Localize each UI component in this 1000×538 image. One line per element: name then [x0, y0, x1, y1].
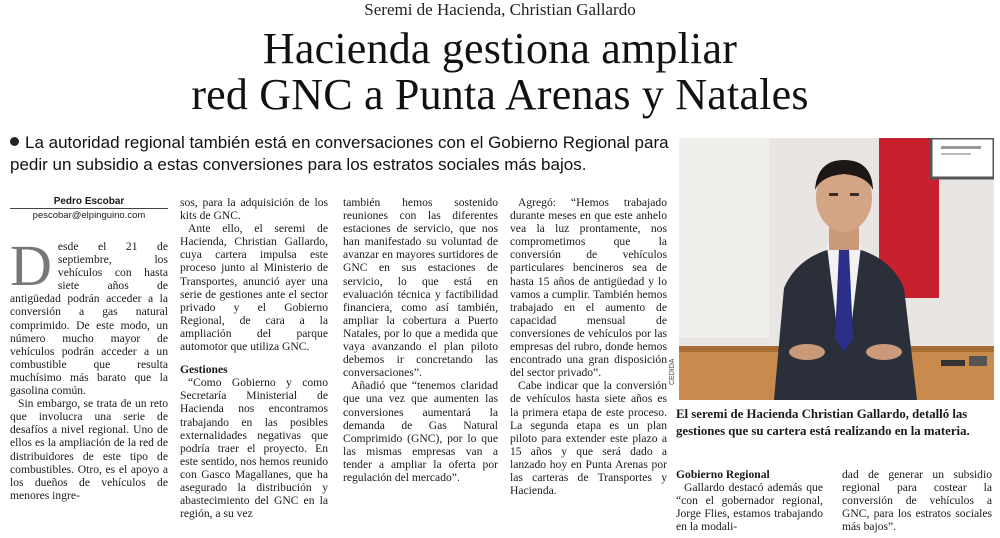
- headline-line-2: red GNC a Punta Arenas y Natales: [191, 70, 809, 119]
- paragraph: Cabe indicar que la conversión de vehículos hasta siete años es la primera etapa de este proceso. La segunda etapa es un plan piloto para extender este plazo a 15 años y que será dado a lanzado hoy en Punta Arenas por las carteras de Transportes y Hacienda.: [510, 379, 667, 498]
- body-column-4: [510, 196, 667, 497]
- paragraph: Agregó: “Hemos trabajado durante meses en que este anhelo vea la luz prontamente, nos comprometimos que la conversión de vehículos particulares bencineros sea de hasta 15 años de antigüedad y lo vamos a cumplir. También hemos trabajado en el aumento de capacidad mensual de conversiones de vehículos por las empresas del rubro, donde hemos encontrado una gran disposición del sector privado”.: [510, 196, 667, 380]
- paragraph: Añadió que “tenemos claridad que una vez que aumenten las conversiones aumentará la demanda de Gas Natural Comprimido (GNC), por lo que las mismas empresas van a tender a ampliar la oferta por regulación del mercado”.: [343, 379, 498, 484]
- wall-frame: [931, 138, 994, 178]
- desk-item: [969, 356, 987, 366]
- drop-cap: D: [10, 233, 52, 298]
- body-column-6: [842, 468, 992, 533]
- body-column-5: [676, 468, 823, 533]
- body-column-2: [180, 196, 328, 520]
- headline: [0, 26, 1000, 118]
- desk-item: [941, 360, 965, 366]
- photo-illustration: [679, 138, 994, 400]
- headline-line-1: Hacienda gestiona ampliar: [262, 24, 738, 73]
- paragraph: Desde el 21 de septiembre, los vehículos con hasta siete años de antigüedad podrán acceder a la conversión a gas natural comprimido. De este modo, un número mucho mayor de vehículos podrán acceder a un combustible que resulta muchísimo más barato que la gasolina común.: [10, 233, 168, 398]
- lead-text: La autoridad regional también está en conversaciones con el Gobierno Regional para pedir un subsidio a estas conversiones para los estratos sociales más bajos.: [10, 133, 669, 174]
- subheading: Gestiones: [180, 363, 228, 377]
- paragraph: Sin embargo, se trata de un reto que involucra una serie de desafíos a nivel regional. Uno de ellos es la ampliación de la red de distribuidores de este tipo de combustibles. Otro, es el apoyo a los dueños de vehículos de menores ingre-: [10, 397, 168, 502]
- body-column-1: [10, 233, 168, 502]
- paragraph: Ante ello, el seremi de Hacienda, Christian Gallardo, cuya cartera impulsa este proceso junto al Ministerio de Transportes, anunció ayer una serie de gestiones ante el sector privado y el Gobierno Regional, de cara a la ampliación del parque automotor que utiliza GNC.: [180, 222, 328, 354]
- photo-caption: El seremi de Hacienda Christian Gallardo, detalló las gestiones que su cartera está realizando en la materia.: [676, 407, 970, 438]
- paragraph: Gallardo destacó además que “con el gobernador regional, Jorge Flies, estamos trabajando en la modali-: [676, 481, 823, 534]
- byline: [10, 196, 168, 221]
- kicker: Seremi de Hacienda, Christian Gallardo: [364, 0, 636, 19]
- bullet-icon: [10, 137, 19, 146]
- byline-email[interactable]: pescobar@elpinguino.com: [32, 210, 146, 221]
- photo: [679, 138, 994, 400]
- body-column-3: [343, 196, 498, 484]
- subheading: Gobierno Regional: [676, 468, 770, 481]
- photo-credit: CEDIDA: [669, 358, 676, 385]
- paragraph: sos, para la adquisición de los kits de GNC.: [180, 196, 328, 223]
- byline-author: Pedro Escobar: [10, 196, 168, 209]
- paragraph: “Como Gobierno y como Secretaría Ministerial de Hacienda nos encontramos trabajando en las posibles externalidades negativas que podría traer el proyecto. En este sentido, nos hemos reunido con Gasco Magallanes, que ha asegurado la distribución y abastecimiento del GNC en la región, a su vez: [180, 376, 328, 521]
- lead-summary: [10, 132, 670, 176]
- paragraph: también hemos sostenido reuniones con las diferentes estaciones de servicio, que nos han manifestado su voluntad de avanzar en mayores surtidores de GNC en sus estaciones de servicio, lo que está en evaluación técnica y factibilidad financiera, como así también, ampliar la cobertura a Puerto Natales, por lo que a medida que vaya avanzando el plan piloto debemos ir concretando las conversaciones”.: [343, 196, 498, 380]
- paragraph: dad de generar un subsidio regional para costear la conversión de vehículos a GNC, para los estratos sociales más bajos”.: [842, 468, 992, 534]
